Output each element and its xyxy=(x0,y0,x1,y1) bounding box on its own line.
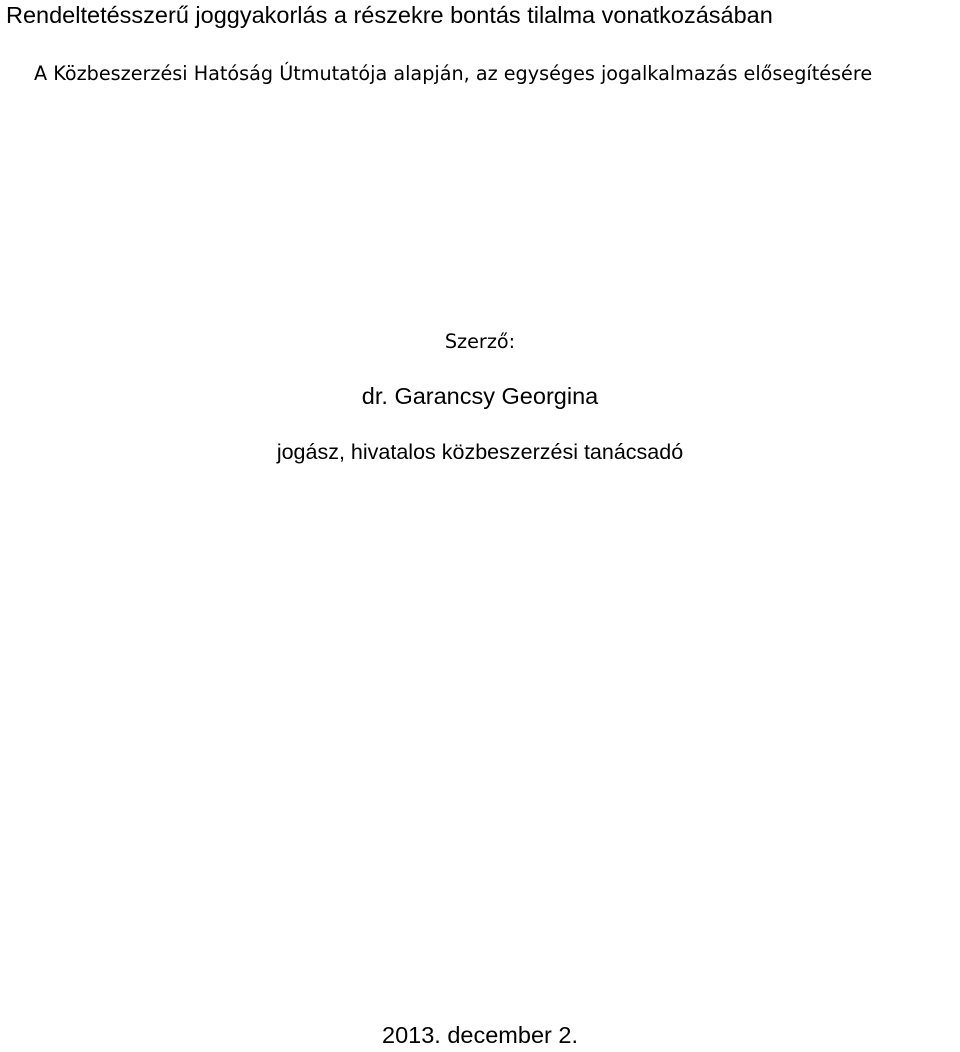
document-title: Rendeltetésszerű joggyakorlás a részekre bontás tilalma vonatkozásában xyxy=(6,2,773,28)
author-label: Szerző: xyxy=(444,330,516,353)
document-date: 2013. december 2. xyxy=(382,1022,578,1048)
author-role: jogász, hivatalos közbeszerzési tanácsadó xyxy=(276,440,684,464)
author-name: dr. Garancsy Georgina xyxy=(361,383,599,409)
document-subtitle: A Közbeszerzési Hatóság Útmutatója alapján, az egységes jogalkalmazás elősegítésére xyxy=(34,62,873,85)
